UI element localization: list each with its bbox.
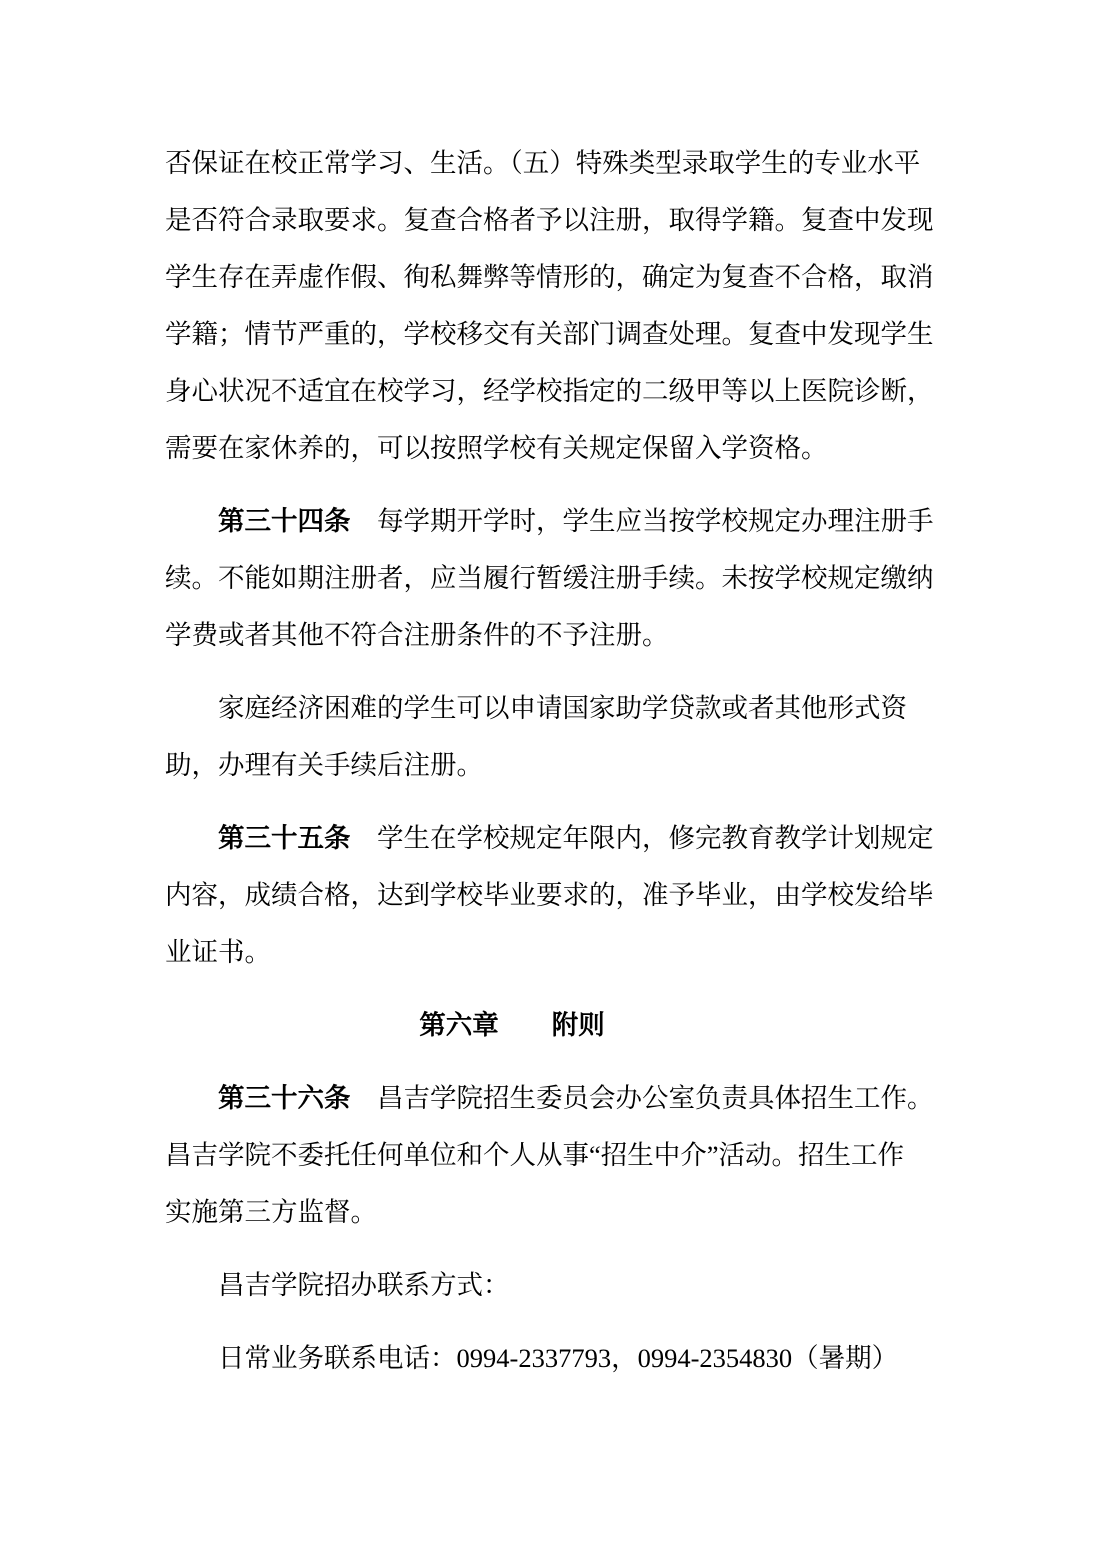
text-line: 否保证在校正常学习、生活。（五）特殊类型录取学生的专业水平	[165, 148, 921, 178]
paragraph-continuation	[165, 135, 945, 477]
chapter-heading	[165, 997, 945, 1054]
paragraph-article-34	[165, 493, 945, 664]
article-text: 每学期开学时，学生应当按学校规定办理注册手	[350, 506, 934, 536]
paragraph-article-36	[165, 1070, 945, 1241]
text-line: 日常业务联系电话：0994-2337793，0994-2354830（暑期）	[218, 1343, 899, 1373]
text-line: 是否符合录取要求。复查合格者予以注册，取得学籍。复查中发现	[165, 205, 934, 235]
article-text: 学生在学校规定年限内，修完教育教学计划规定	[350, 823, 934, 853]
text-line	[165, 1070, 945, 1127]
article-number: 第三十五条	[218, 823, 351, 853]
article-number: 第三十四条	[218, 506, 351, 536]
text-line: 内容，成绩合格，达到学校毕业要求的，准予毕业，由学校发给毕	[165, 880, 934, 910]
text-line: 学费或者其他不符合注册条件的不予注册。	[165, 620, 669, 650]
paragraph-phone-numbers	[165, 1330, 945, 1387]
text-line: 身心状况不适宜在校学习，经学校指定的二级甲等以上医院诊断，	[165, 376, 934, 406]
text-line	[165, 810, 945, 867]
text-line: 家庭经济困难的学生可以申请国家助学贷款或者其他形式资	[218, 693, 907, 723]
document-content	[165, 135, 945, 1403]
text-line: 续。不能如期注册者，应当履行暂缓注册手续。未按学校规定缴纳	[165, 563, 934, 593]
text-line: 昌吉学院不委托任何单位和个人从事“招生中介”活动。招生工作	[165, 1140, 905, 1170]
text-line: 实施第三方监督。	[165, 1197, 377, 1227]
text-line: 业证书。	[165, 937, 271, 967]
paragraph-financial-aid	[165, 680, 945, 794]
paragraph-article-35	[165, 810, 945, 981]
text-line	[165, 493, 945, 550]
text-line: 助，办理有关手续后注册。	[165, 750, 483, 780]
chapter-heading-text: 第六章 附则	[419, 1010, 605, 1040]
text-line: 学生存在弄虚作假、徇私舞弊等情形的，确定为复查不合格，取消	[165, 262, 934, 292]
text-line: 学籍；情节严重的，学校移交有关部门调查处理。复查中发现学生	[165, 319, 934, 349]
text-line: 需要在家休养的，可以按照学校有关规定保留入学资格。	[165, 433, 828, 463]
paragraph-contact-intro	[165, 1257, 945, 1314]
article-number: 第三十六条	[218, 1083, 351, 1113]
text-line: 昌吉学院招办联系方式：	[218, 1270, 510, 1300]
article-text: 昌吉学院招生委员会办公室负责具体招生工作。	[350, 1083, 934, 1113]
